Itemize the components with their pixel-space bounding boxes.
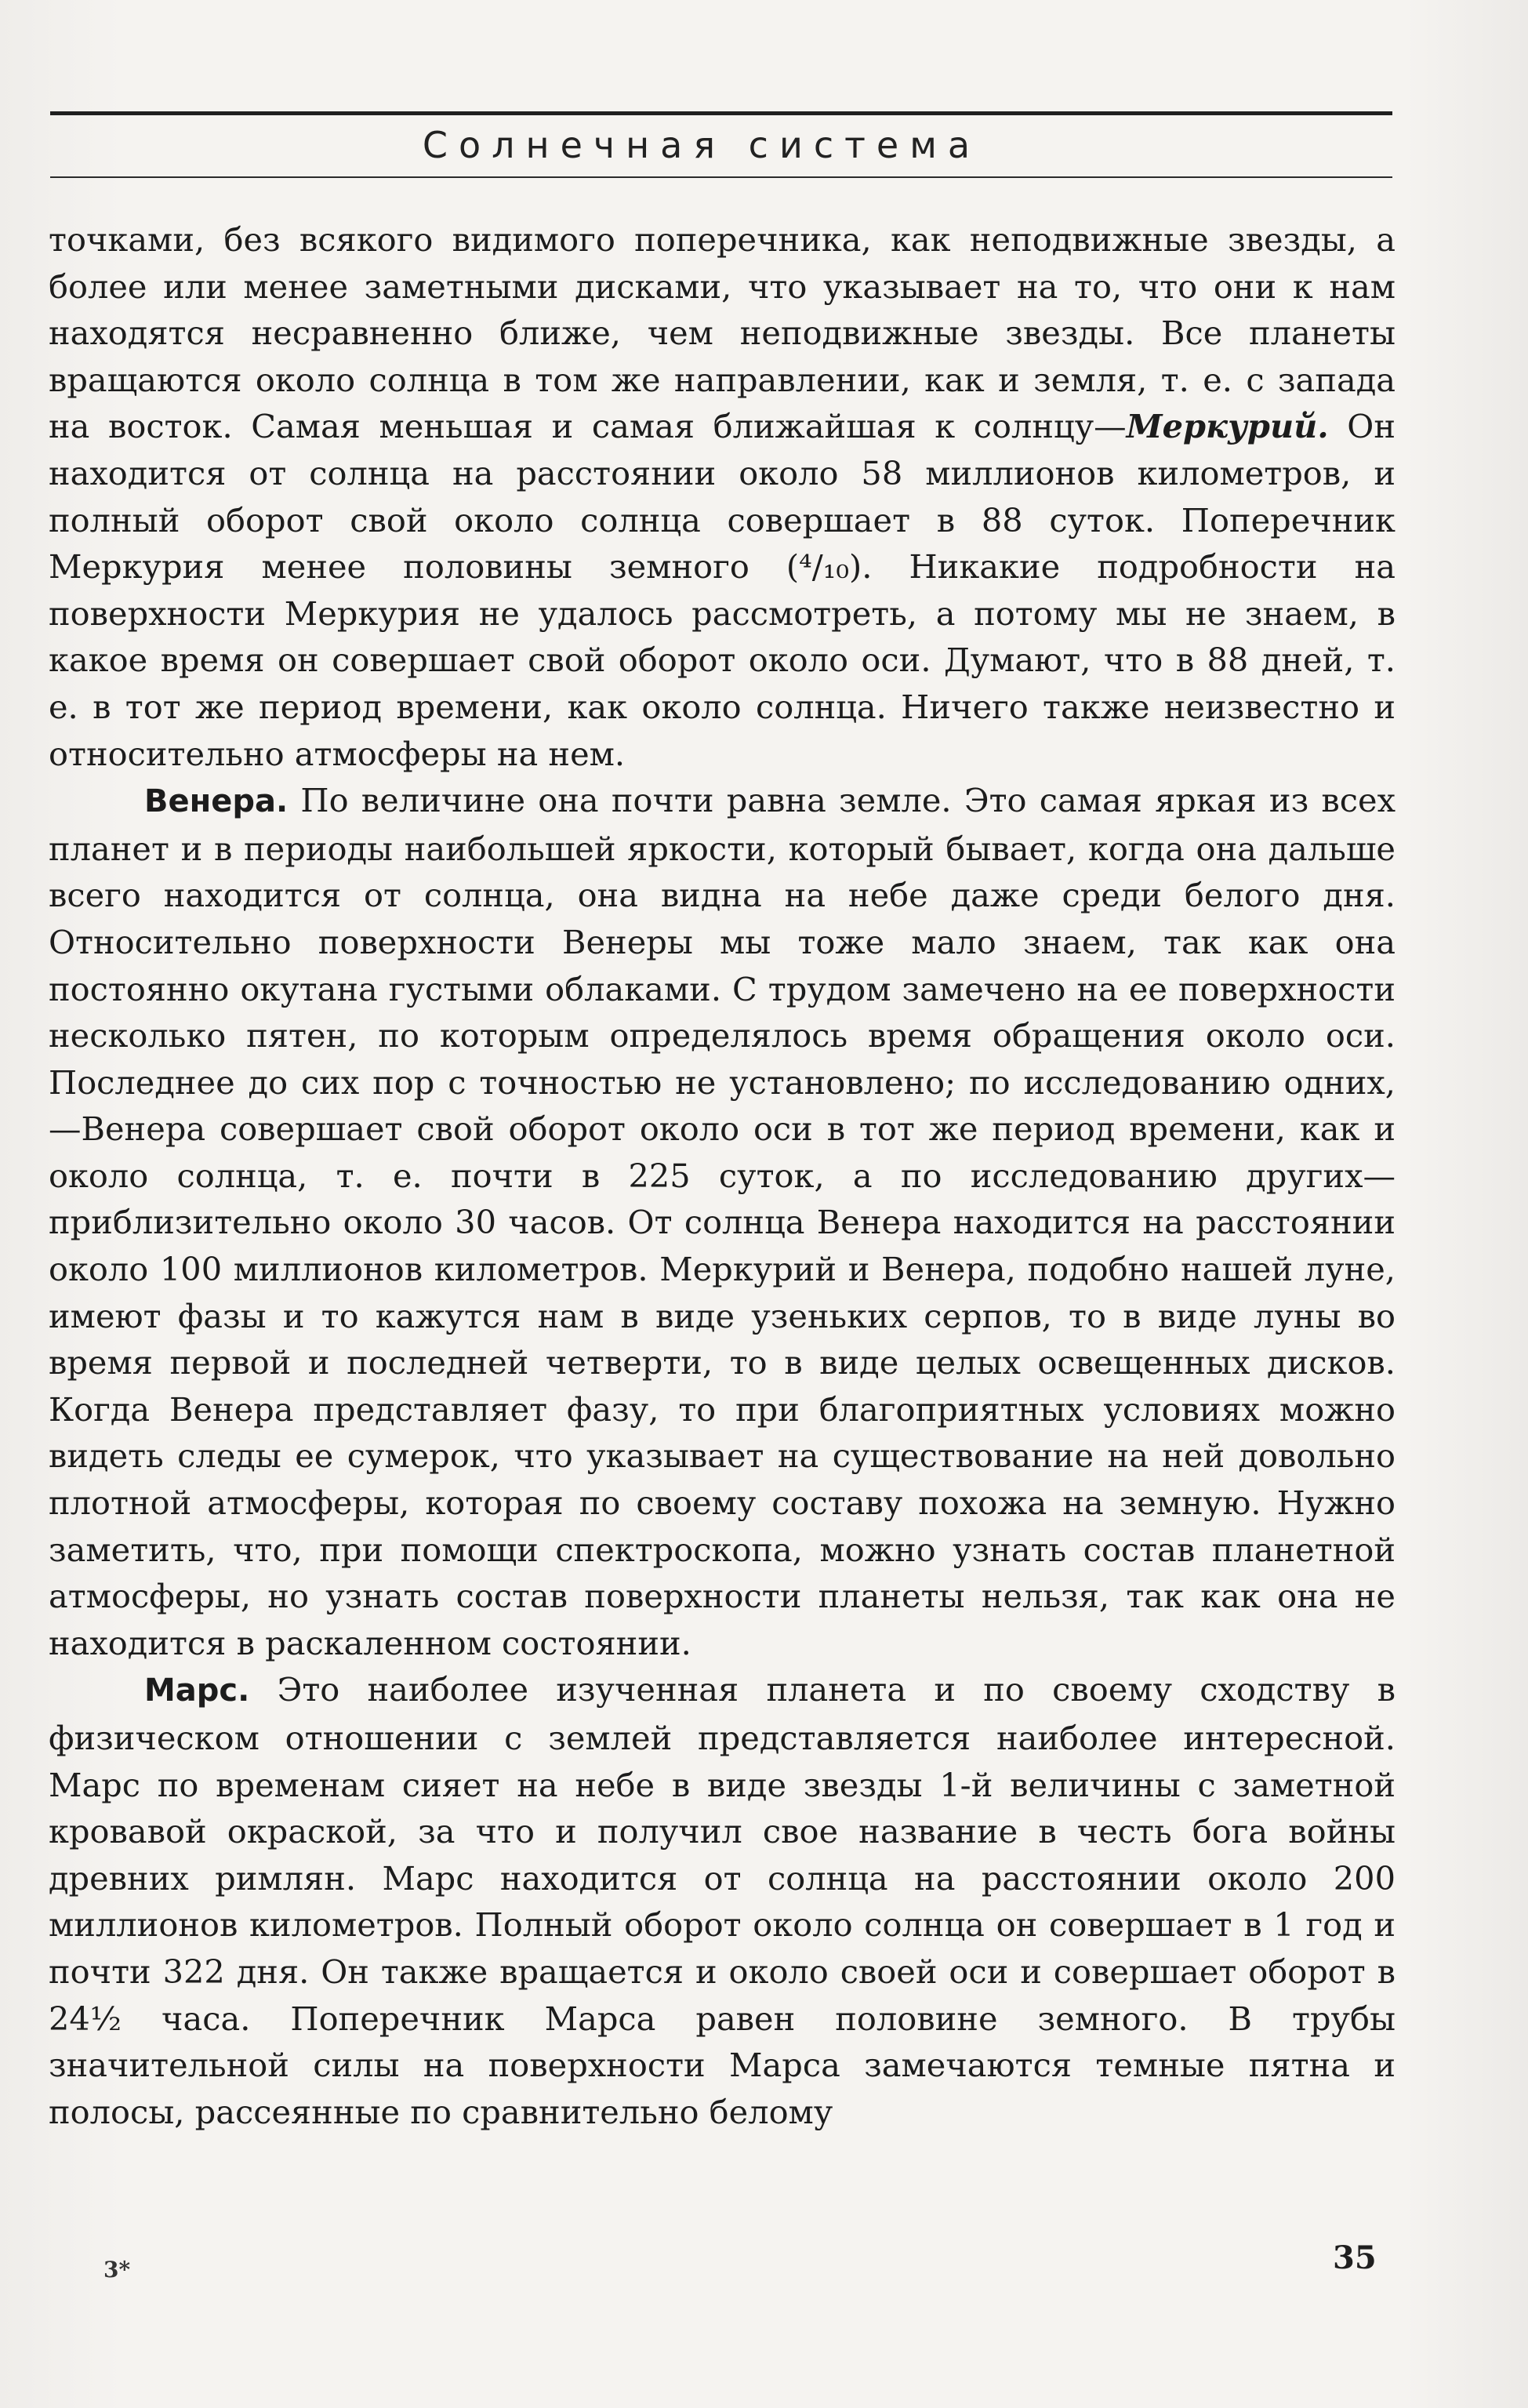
planet-name-venus: Венера. bbox=[144, 783, 289, 820]
paragraph-text: Он находится от солнца на расстоянии около 58 миллионов километров, и полный оборот свой около солнца совершает в 88 суток. Поперечник Меркурия менее половины земного (⁴/₁₀). Никакие подробности на поверхности Меркурия не удалось рассмотреть, а потому мы не знаем, в какое время он совершает свой оборот около оси. Думают, что в 88 дней, т. е. в тот же период времени, как около солнца. Ничего также неизвестно и относительно атмосферы на нем. bbox=[49, 407, 1396, 773]
header-rule-bottom bbox=[50, 176, 1392, 178]
paragraph-mars bbox=[49, 1666, 1396, 2135]
signature-mark: 3* bbox=[103, 2257, 131, 2283]
planet-name-mars: Марс. bbox=[144, 1673, 250, 1709]
page-number: 35 bbox=[1333, 2239, 1377, 2276]
body-text bbox=[49, 216, 1396, 2135]
header-rule-top bbox=[50, 111, 1392, 115]
paragraph-text: точками, без всякого видимого поперечника, как неподвижные звезды, а более или менее заметными дисками, что указывает на то, что они к нам находятся несравненно ближе, чем неподвижные звезды. Все планеты вращаются около солнца в том же направлении, как и земля, т. е. с запада на восток. Самая меньшая и самая ближайшая к солнцу— bbox=[49, 220, 1396, 446]
paragraph-mercury bbox=[49, 216, 1396, 777]
paragraph-venus bbox=[49, 777, 1396, 1666]
planet-name-mercury: Меркурий. bbox=[1126, 407, 1329, 446]
running-head: Солнечная система bbox=[422, 124, 982, 166]
paragraph-text: По величине она почти равна земле. Это самая яркая из всех планет и в периоды наибольшей яркости, который бывает, когда она дальше всего находится от солнца, она видна на небе даже среди белого дня. Относительно поверхности Венеры мы тоже мало знаем, так как она постоянно окутана густыми облаками. С трудом замечено на ее поверхности несколько пятен, по которым определялось время обращения около оси. Последнее до сих пор с точностью не установлено; по исследованию одних,—Венера совершает свой оборот около оси в тот же период времени, как и около солнца, т. е. почти в 225 суток, а по исследованию других—приблизительно около 30 часов. От солнца Венера находится на расстоянии около 100 миллионов километров. Меркурий и Венера, подобно нашей луне, имеют фазы и то кажутся нам в виде узеньких серпов, то в виде луны во время первой и последней четверти, то в виде целых освещенных дисков. Когда Венера представляет фазу, то при благоприятных условиях можно видеть следы ее сумерок, что указывает на существование на ней довольно плотной атмосферы, которая по своему составу похожа на земную. Нужно заметить, что, при помощи спектроскопа, можно узнать состав планетной атмосферы, но узнать состав поверхности планеты нельзя, так как она не находится в раскаленном состоянии. bbox=[49, 781, 1396, 1662]
paragraph-text: Это наиболее изученная планета и по своему сходству в физическом отношении с землей представляется наиболее интересной. Марс по временам сияет на небе в виде звезды 1-й величины с заметной кровавой окраской, за что и получил свое название в честь бога войны древних римлян. Марс находится от солнца на расстоянии около 200 миллионов километров. Полный оборот около солнца он совершает в 1 год и почти 322 дня. Он также вращается и около своей оси и совершает оборот в 24½ часа. Поперечник Марса равен половине земного. В трубы значительной силы на поверхности Марса замечаются темные пятна и полосы, рассеянные по сравнительно белому bbox=[49, 1670, 1396, 2131]
